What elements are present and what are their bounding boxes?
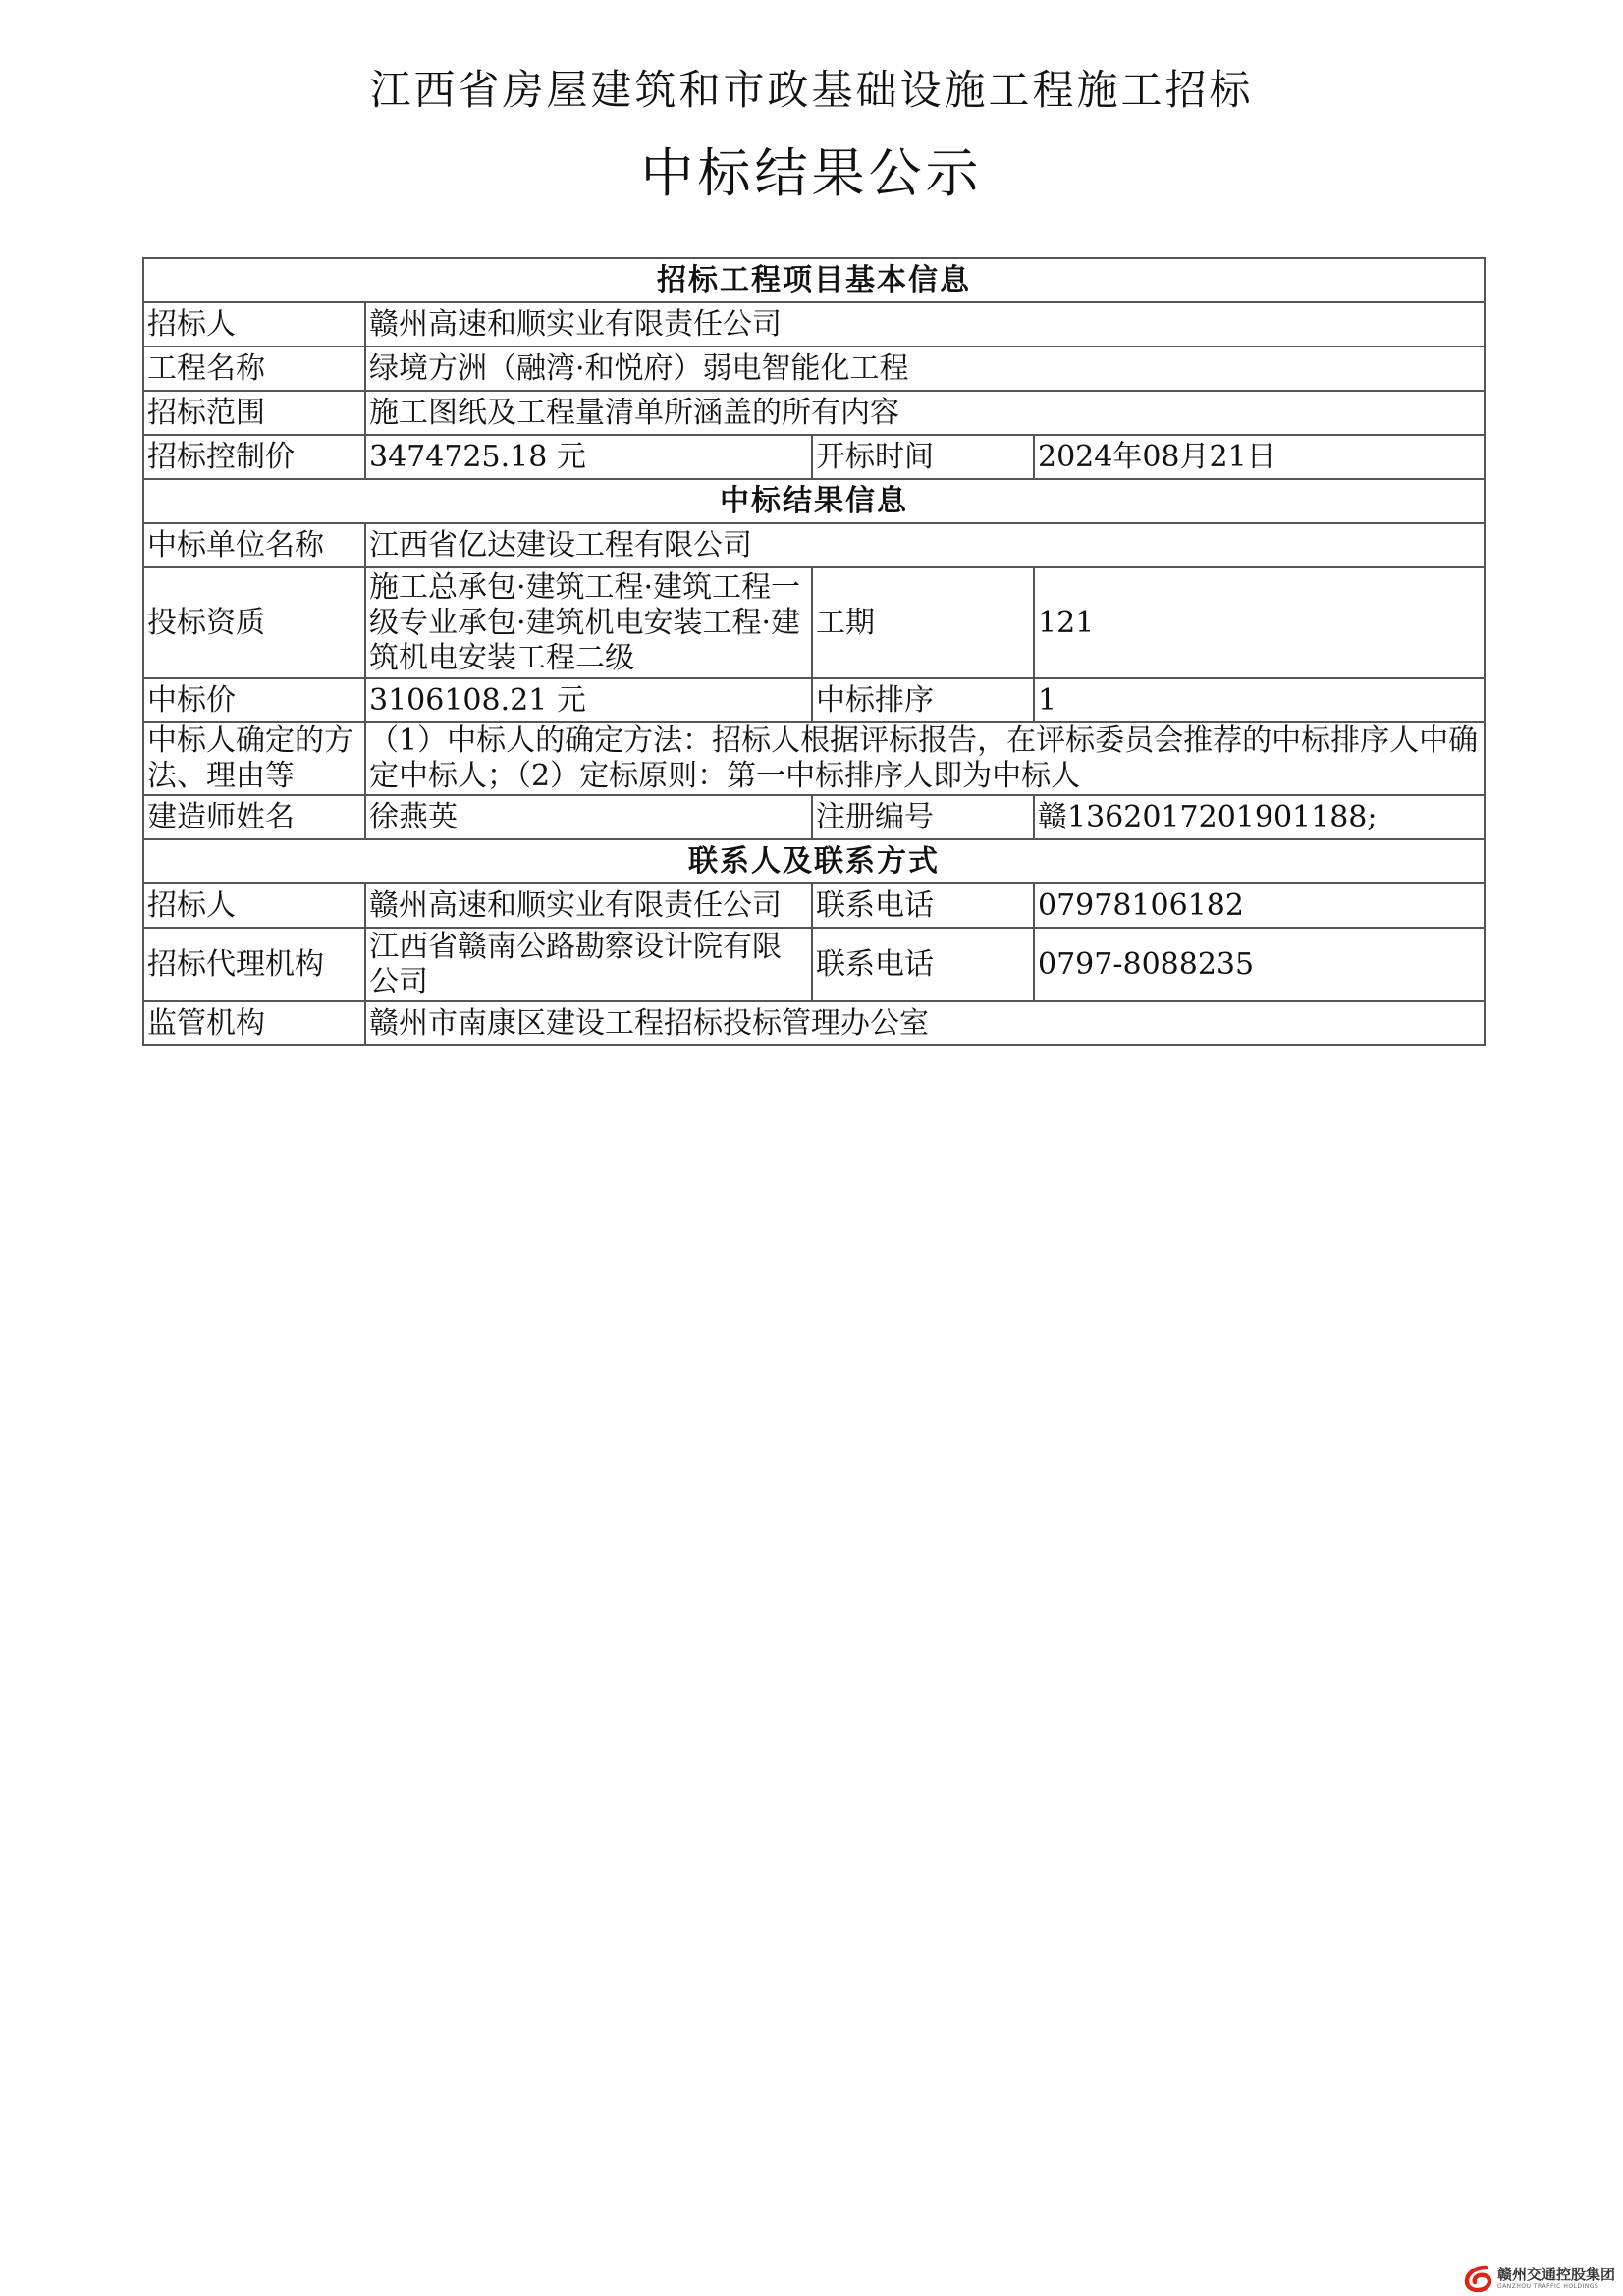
phone2-value: 0797-8088235 bbox=[1034, 928, 1485, 1001]
logo-name-en: GANZHOU TRAFFIC HOLDINGS bbox=[1496, 2282, 1599, 2290]
table-row bbox=[143, 839, 1485, 883]
qualification-value: 施工总承包·建筑工程·建筑工程一级专业承包·建筑机电安装工程·建筑机电安装工程二级 bbox=[365, 567, 812, 678]
bid-price-label: 中标价 bbox=[143, 678, 365, 722]
open-time-label: 开标时间 bbox=[812, 435, 1034, 479]
open-time-value: 2024年08月21日 bbox=[1034, 435, 1485, 479]
bid-price-value: 3106108.21 元 bbox=[365, 678, 812, 722]
reg-no-label: 注册编号 bbox=[812, 795, 1034, 839]
title-line-1: 江西省房屋建筑和市政基础设施工程施工招标 bbox=[369, 66, 1254, 114]
winner-label: 中标单位名称 bbox=[143, 523, 365, 567]
table-row bbox=[143, 258, 1485, 302]
reg-no-value: 赣1362017201901188; bbox=[1034, 795, 1485, 839]
control-price-value: 3474725.18 元 bbox=[365, 435, 812, 479]
phone1-label: 联系电话 bbox=[812, 883, 1034, 928]
contact-tenderer-label: 招标人 bbox=[143, 883, 365, 928]
table-row bbox=[143, 795, 1485, 839]
table-row bbox=[143, 883, 1485, 928]
agency-value: 江西省赣南公路勘察设计院有限公司 bbox=[365, 928, 812, 1001]
table-row bbox=[143, 722, 1485, 795]
section-heading-contacts: 联系人及联系方式 bbox=[143, 839, 1485, 883]
section-heading-project-info: 招标工程项目基本信息 bbox=[143, 258, 1485, 302]
table-row bbox=[143, 523, 1485, 567]
rank-value: 1 bbox=[1034, 678, 1485, 722]
phone2-label: 联系电话 bbox=[812, 928, 1034, 1001]
title-line-2: 中标结果公示 bbox=[640, 142, 983, 204]
scope-label: 招标范围 bbox=[143, 391, 365, 435]
builder-value: 徐燕英 bbox=[365, 795, 812, 839]
phone1-value: 07978106182 bbox=[1034, 883, 1485, 928]
scope-value: 施工图纸及工程量清单所涵盖的所有内容 bbox=[365, 391, 1485, 435]
project-name-value: 绿境方洲（融湾·和悦府）弱电智能化工程 bbox=[365, 347, 1485, 391]
table-row bbox=[143, 479, 1485, 523]
tenderer-label: 招标人 bbox=[143, 302, 365, 347]
project-name-label: 工程名称 bbox=[143, 347, 365, 391]
table-row bbox=[143, 928, 1485, 1001]
table-row bbox=[143, 347, 1485, 391]
table-row bbox=[143, 391, 1485, 435]
control-price-label: 招标控制价 bbox=[143, 435, 365, 479]
logo-name-cn: 赣州交通控股集团 bbox=[1496, 2265, 1615, 2283]
tenderer-value: 赣州高速和顺实业有限责任公司 bbox=[365, 302, 1485, 347]
duration-label: 工期 bbox=[812, 567, 1034, 678]
table-row bbox=[143, 1001, 1485, 1045]
table-row bbox=[143, 435, 1485, 479]
method-label: 中标人确定的方法、理由等 bbox=[143, 722, 365, 795]
company-logo-icon bbox=[1464, 2265, 1493, 2292]
table-row bbox=[143, 302, 1485, 347]
table-row bbox=[143, 567, 1485, 678]
supervisor-label: 监管机构 bbox=[143, 1001, 365, 1045]
supervisor-value: 赣州市南康区建设工程招标投标管理办公室 bbox=[365, 1001, 1485, 1045]
duration-value: 121 bbox=[1034, 567, 1485, 678]
qualification-label: 投标资质 bbox=[143, 567, 365, 678]
company-logo bbox=[1464, 2265, 1615, 2292]
contact-tenderer-value: 赣州高速和顺实业有限责任公司 bbox=[365, 883, 812, 928]
agency-label: 招标代理机构 bbox=[143, 928, 365, 1001]
section-heading-award-info: 中标结果信息 bbox=[143, 479, 1485, 523]
method-value: （1）中标人的确定方法：招标人根据评标报告，在评标委员会推荐的中标排序人中确定中标人；（2）定标原则：第一中标排序人即为中标人 bbox=[365, 722, 1485, 795]
table-row bbox=[143, 678, 1485, 722]
notice-table bbox=[142, 257, 1486, 1046]
winner-value: 江西省亿达建设工程有限公司 bbox=[365, 523, 1485, 567]
rank-label: 中标排序 bbox=[812, 678, 1034, 722]
builder-label: 建造师姓名 bbox=[143, 795, 365, 839]
